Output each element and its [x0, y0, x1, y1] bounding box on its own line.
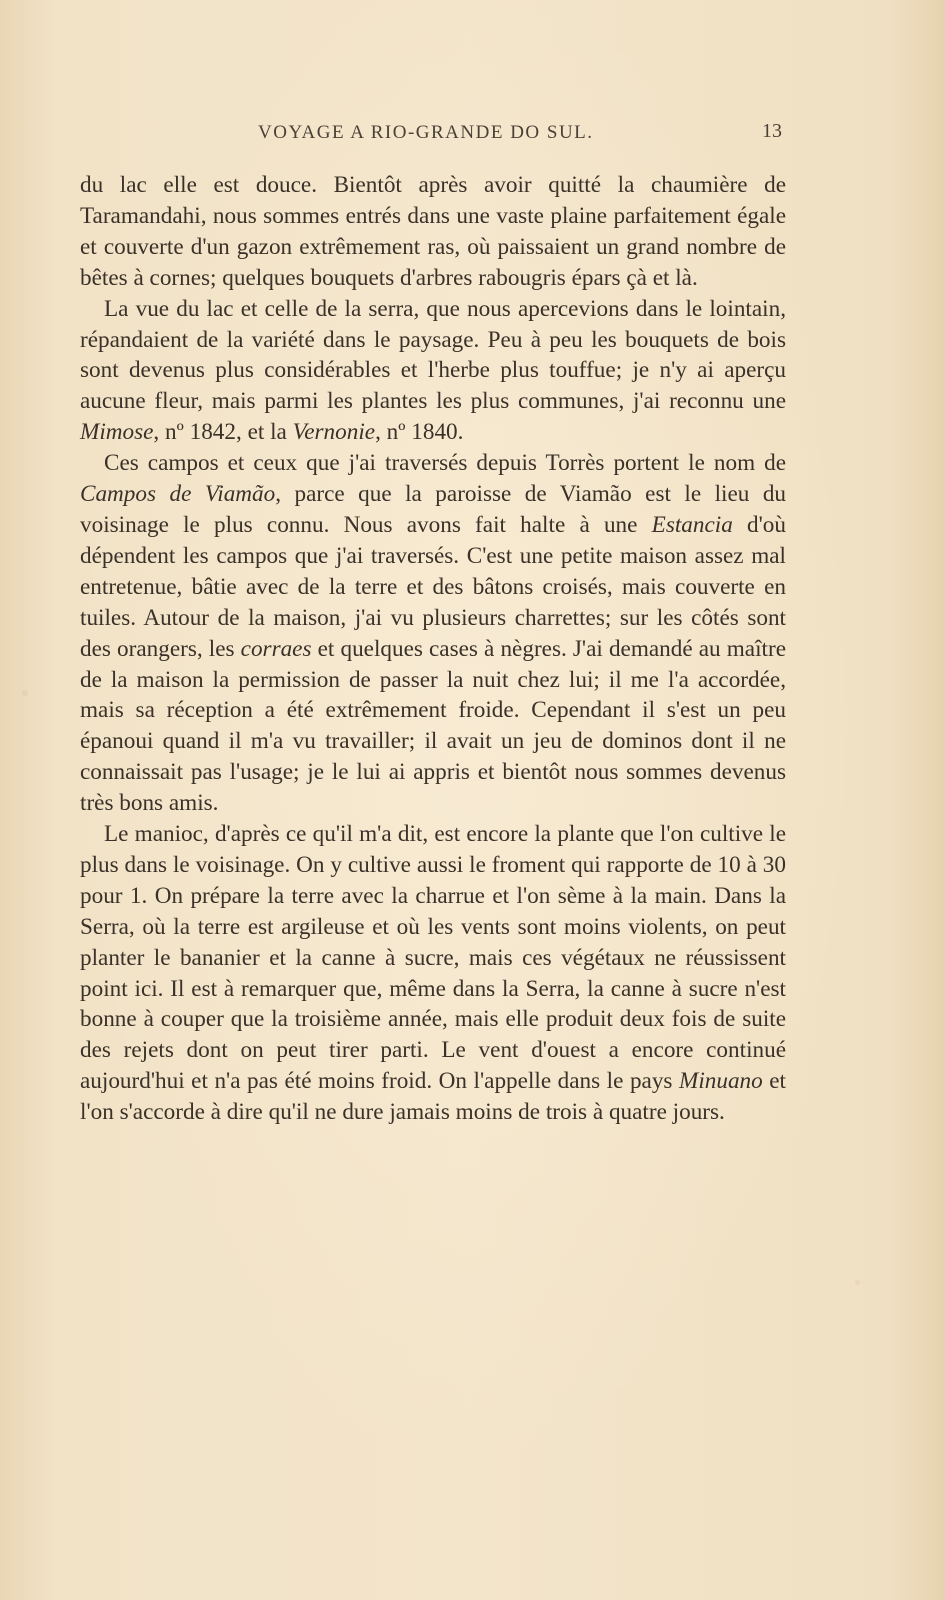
text-segment: d'où dépendent les campos que j'ai traversés. C'est une petite maison assez mal entretenue, bâtie avec de la terre et des bâtons croisés, mais couverte en tuiles. Autour de la maison, j'ai vu plusieurs charrettes; sur les côtés sont des orangers, les	[80, 511, 786, 662]
text-segment: , nº 1840.	[375, 419, 464, 446]
paper-speck	[22, 690, 28, 696]
text-segment: Le manioc, d'après ce qu'il m'a dit, est encore la plante que l'on cultive le plus dans le voisinage. On y cultive aussi le froment qui rapporte de 10 à 30 pour 1. On prépare la terre avec la charrue et l'on sème à la main. Dans la Serra, où la terre est argileuse et où les vents sont moins violents, on peut planter le bananier et la canne à sucre, mais ces végétaux ne réussissent point ici. Il est à remarquer que, même dans la Serra, la canne à sucre n'est bonne à couper que la troisième année, mais elle produit deux fois de suite des rejets dont on peut tirer parti. Le vent d'ouest a encore continué aujourd'hui et n'a pas été moins froid. On l'appelle dans le pays	[80, 821, 786, 1095]
page-number: 13	[762, 120, 782, 142]
paragraph-p4	[80, 819, 786, 1128]
italic-term: Campos de Viamão	[80, 481, 276, 508]
italic-term: Vernonie	[292, 419, 376, 446]
body-text	[80, 170, 786, 1128]
text-segment: , nº 1842, et la	[153, 419, 293, 446]
italic-term: Mimose	[80, 419, 154, 446]
running-title: VOYAGE A RIO-GRANDE DO SUL.	[258, 122, 594, 143]
paragraph-p1	[80, 170, 786, 294]
page-header	[78, 118, 790, 148]
text-segment: et l'on s'accorde à dire qu'il ne dure jamais moins de trois à quatre jours.	[80, 1068, 787, 1126]
paragraph-p2	[80, 294, 786, 449]
italic-term: Estancia	[651, 511, 733, 538]
text-segment: du lac elle est douce. Bientôt après avoir quitté la chaumière de Taramandahi, nous sommes entrés dans une vaste plaine parfaitement égale et couverte d'un gazon extrêmement ras, où paissaient un grand nombre de bêtes à cornes; quelques bouquets d'arbres rabougris épars çà et là.	[80, 172, 786, 291]
paragraph-p3	[80, 448, 786, 819]
text-segment: Ces campos et ceux que j'ai traversés depuis Torrès portent le nom de	[104, 450, 786, 477]
text-segment: , parce que la paroisse de Viamão est le lieu du voisinage le plus connu. Nous avons fait halte à une	[80, 481, 787, 538]
text-segment: La vue du lac et celle de la serra, que nous apercevions dans le lointain, répandaient de la variété dans le paysage. Peu à peu les bouquets de bois sont devenus plus considérables et l'herbe plus touffue; je n'y ai aperçu aucune fleur, mais parmi les plantes les plus communes, j'ai reconnu une	[80, 295, 786, 415]
paper-speck	[855, 1280, 860, 1285]
text-segment: et quelques cases à nègres. J'ai demandé au maître de la maison la permission de passer la nuit chez lui; il me l'a accordée, mais sa réception a été extrêmement froide. Cependant il s'est un peu épanoui quand il m'a vu travailler; il avait un jeu de dominos dont il ne connaissait pas l'usage; je le lui ai appris et bientôt nous sommes devenus très bons amis.	[80, 635, 786, 817]
italic-term: corraes	[240, 635, 312, 662]
italic-term: Minuano	[679, 1068, 763, 1095]
